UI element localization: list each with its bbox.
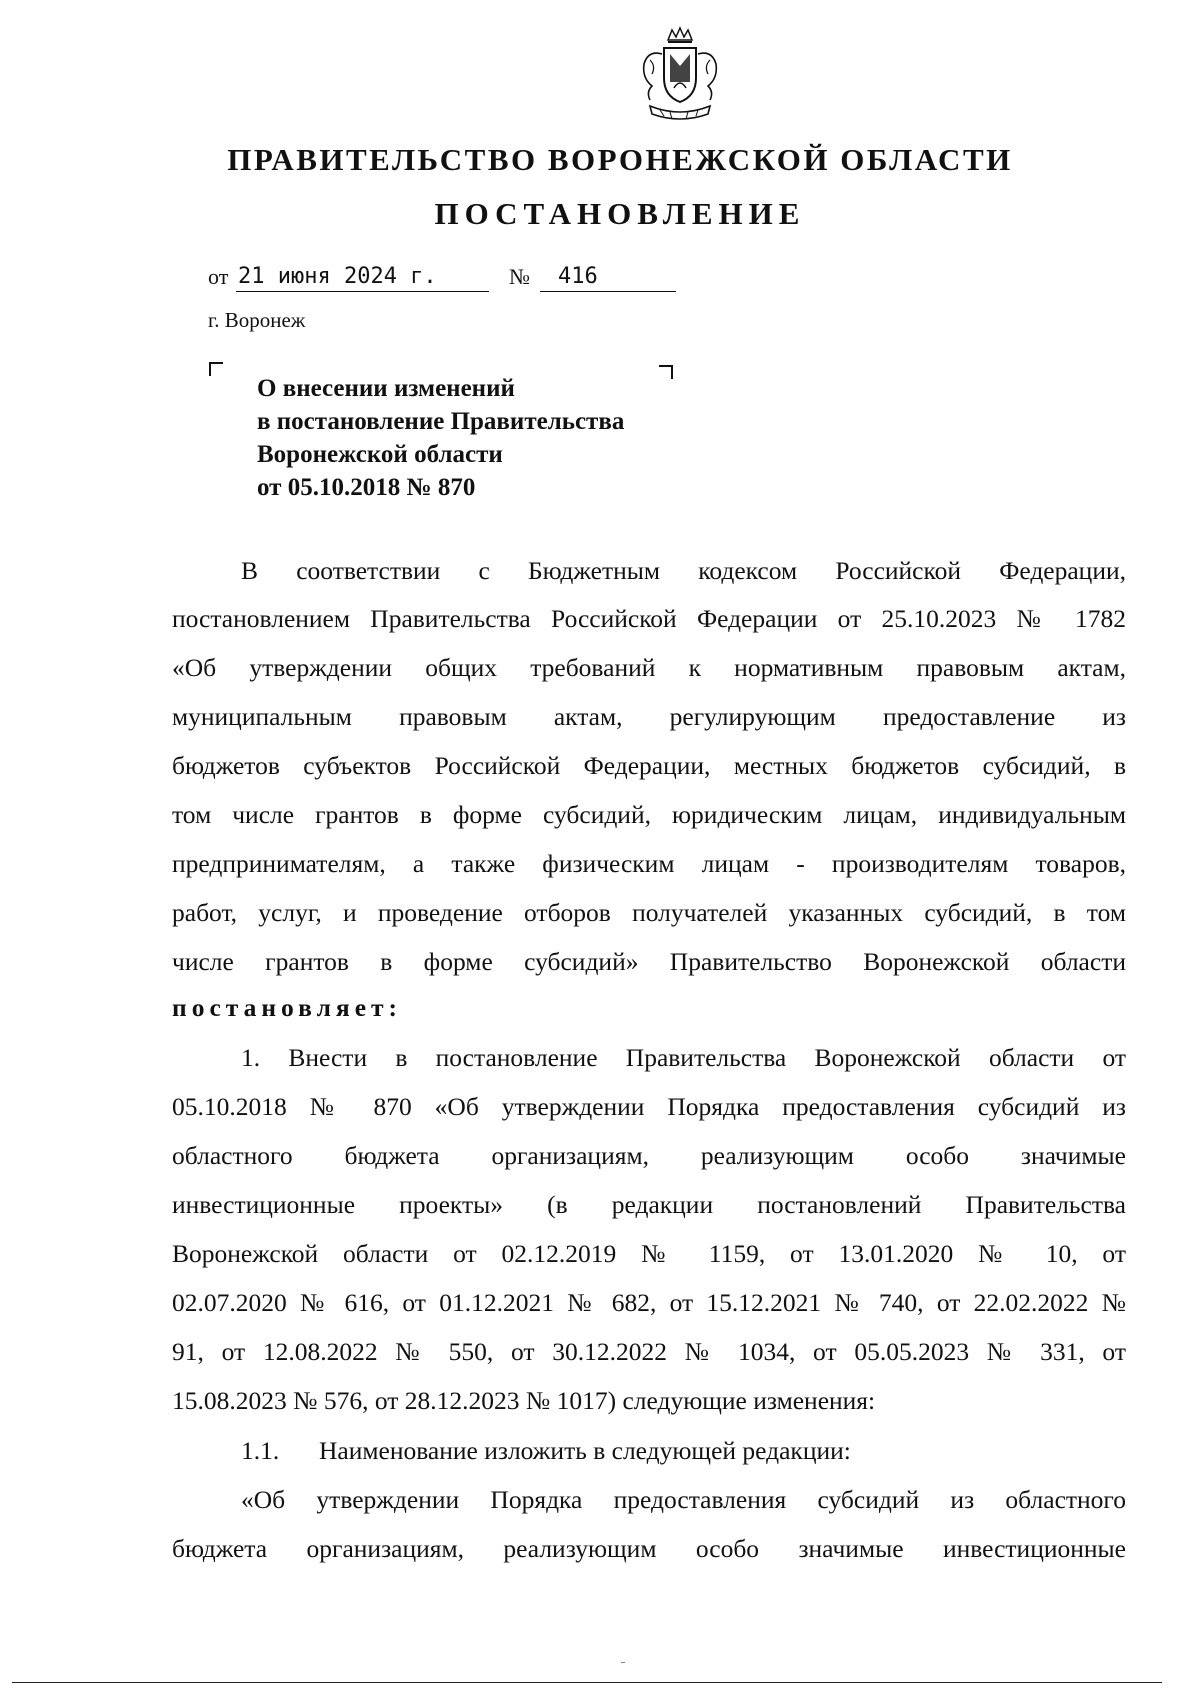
subject-corner-left [209, 362, 223, 376]
body-line: 91, от 12.08.2022 № 550, от 30.12.2022 № 1034, от 05.05.2023 № 331, от [172, 1337, 1126, 1366]
date-label: от [208, 264, 229, 289]
subject-line: О внесении изменений [257, 375, 515, 402]
date-value: 21 июня 2024 г. [238, 264, 437, 289]
subject-line: в постановление Правительства [257, 408, 625, 435]
organization-title: ПРАВИТЕЛЬСТВО ВОРОНЕЖСКОЙ ОБЛАСТИ [227, 142, 1013, 177]
document-subject [257, 372, 624, 504]
body-line: «Об утверждении общих требований к нормативным правовым актам, [172, 653, 1126, 682]
subject-line: от 05.10.2018 № 870 [257, 474, 476, 501]
coat-of-arms-icon [630, 26, 730, 126]
body-line: 05.10.2018 № 870 «Об утверждении Порядка предоставления субсидий из [172, 1092, 1126, 1121]
item-text: Наименование изложить в следующей редакции: [319, 1436, 851, 1465]
city-line: г. Воронеж [208, 308, 306, 332]
list-item [241, 1436, 941, 1466]
body-line: Воронежской области от 02.12.2019 № 1159, от 13.01.2020 № 10, от [172, 1239, 1126, 1268]
body-line: областного бюджета организациям, реализующим особо значимые [172, 1141, 1126, 1170]
body-line: «Об утверждении Порядка предоставления субсидий из областного [241, 1485, 1126, 1514]
date-underline [236, 291, 489, 292]
body-line: бюджета организациям, реализующим особо значимые инвестиционные [172, 1534, 1126, 1563]
page-bottom-rule [12, 1682, 1162, 1683]
body-line: 02.07.2020 № 616, от 01.12.2021 № 682, от 15.12.2021 № 740, от 22.02.2022 № [172, 1288, 1126, 1317]
body-line: В соответствии с Бюджетным кодексом Российской Федерации, [241, 556, 1126, 585]
body-line: 15.08.2023 № 576, от 28.12.2023 № 1017) следующие изменения: [172, 1386, 876, 1415]
body-line: муниципальным правовым актам, регулирующим предоставление из [172, 702, 1126, 731]
body-line: числе грантов в форме субсидий» Правительство Воронежской области [172, 947, 1126, 976]
body-line: 1. Внести в постановление Правительства Воронежской области от [241, 1043, 1126, 1072]
number-label: № [509, 264, 530, 289]
subject-corner-right [659, 365, 673, 379]
body-line: инвестиционные проекты» (в редакции постановлений Правительства [172, 1190, 1126, 1219]
body-line: том числе грантов в форме субсидий, юридическим лицам, индивидуальным [172, 800, 1126, 829]
item-number: 1.1. [241, 1436, 280, 1465]
body-line: работ, услуг, и проведение отборов получателей указанных субсидий, в том [172, 898, 1126, 927]
number-value: 416 [558, 264, 598, 289]
subject-line: Воронежской области [257, 441, 503, 468]
decree-word: постановляет: [172, 993, 403, 1022]
number-underline [540, 291, 676, 292]
body-line: постановлением Правительства Российской Федерации от 25.10.2023 № 1782 [172, 604, 1126, 633]
scan-mark [621, 1662, 625, 1663]
body-line: предпринимателям, а также физическим лицам - производителям товаров, [172, 849, 1126, 878]
document-type-title: ПОСТАНОВЛЕНИЕ [434, 196, 806, 231]
document-date-number-line [208, 258, 688, 292]
body-line: бюджетов субъектов Российской Федерации, местных бюджетов субсидий, в [172, 751, 1126, 780]
